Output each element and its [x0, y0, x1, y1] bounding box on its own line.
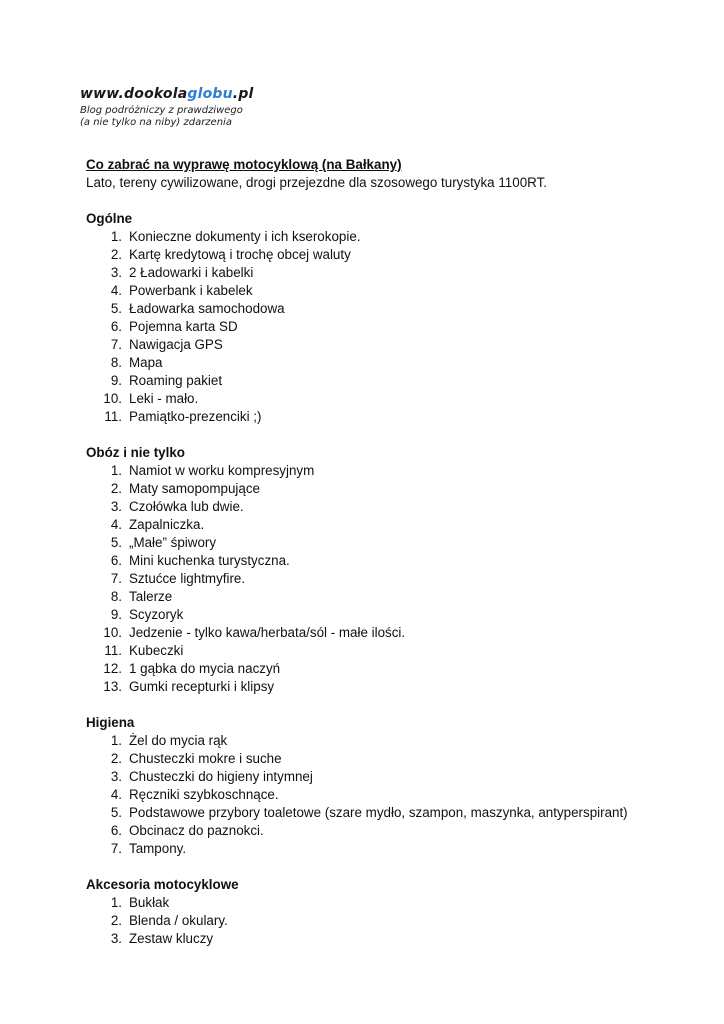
section	[86, 876, 686, 948]
document-body	[86, 156, 686, 966]
list-item	[86, 912, 686, 930]
list-item-text: 2 Ładowarki i kabelki	[129, 265, 254, 280]
list-item-text: Czołówka lub dwie.	[129, 499, 244, 514]
list-item	[86, 516, 686, 534]
list-item-text: Pamiątko-prezenciki ;)	[129, 409, 262, 424]
list-item-number: 1.	[110, 229, 122, 244]
list-item	[86, 480, 686, 498]
checklist	[86, 228, 686, 426]
list-item-number: 1.	[110, 463, 122, 478]
list-item	[86, 336, 686, 354]
list-item-text: Namiot w worku kompresyjnym	[129, 463, 315, 478]
logo-site-suffix: .pl	[232, 86, 254, 102]
list-item-number: 1.	[110, 895, 122, 910]
list-item	[86, 768, 686, 786]
checklist	[86, 462, 686, 696]
section-heading: Akcesoria motocyklowe	[86, 877, 239, 892]
list-item-text: Chusteczki do higieny intymnej	[129, 769, 313, 784]
list-item-text: Kubeczki	[129, 643, 184, 658]
list-item	[86, 462, 686, 480]
document-title: Co zabrać na wyprawę motocyklową (na Bałkany)	[86, 157, 402, 172]
list-item	[86, 282, 686, 300]
list-item-number: 10.	[103, 625, 122, 640]
list-item	[86, 894, 686, 912]
list-item-text: Tampony.	[129, 841, 187, 856]
list-item-text: Talerze	[129, 589, 173, 604]
list-item	[86, 786, 686, 804]
list-item	[86, 606, 686, 624]
list-item	[86, 390, 686, 408]
list-item-text: Gumki recepturki i klipsy	[129, 679, 275, 694]
logo-tagline-1: Blog podróżniczy z prawdziwego	[80, 105, 243, 116]
list-item	[86, 822, 686, 840]
list-item-number: 6.	[110, 553, 122, 568]
list-item-number: 7.	[110, 841, 122, 856]
list-item-text: Blenda / okulary.	[129, 913, 228, 928]
list-item-number: 3.	[110, 265, 122, 280]
sections-container	[86, 210, 686, 948]
list-item-text: „Małe” śpiwory	[129, 535, 217, 550]
blog-logo	[80, 86, 254, 129]
list-item-number: 6.	[110, 319, 122, 334]
checklist	[86, 732, 686, 858]
list-item-text: Mapa	[129, 355, 163, 370]
list-item-number: 2.	[110, 247, 122, 262]
section	[86, 444, 686, 696]
list-item	[86, 498, 686, 516]
list-item-number: 4.	[110, 283, 122, 298]
list-item-text: Sztućce lightmyfire.	[129, 571, 246, 586]
list-item-text: Nawigacja GPS	[129, 337, 223, 352]
list-item	[86, 588, 686, 606]
list-item-number: 3.	[110, 499, 122, 514]
list-item-number: 5.	[110, 805, 122, 820]
list-item-text: Konieczne dokumenty i ich kserokopie.	[129, 229, 361, 244]
list-item-text: Obcinacz do paznokci.	[129, 823, 264, 838]
list-item	[86, 930, 686, 948]
list-item-text: Zestaw kluczy	[129, 931, 214, 946]
list-item	[86, 840, 686, 858]
section-heading: Higiena	[86, 715, 135, 730]
list-item-number: 10.	[103, 391, 122, 406]
list-item-number: 3.	[110, 931, 122, 946]
list-item-number: 7.	[110, 337, 122, 352]
list-item-number: 8.	[110, 355, 122, 370]
list-item-text: Zapalniczka.	[129, 517, 205, 532]
list-item-number: 4.	[110, 517, 122, 532]
list-item-text: Chusteczki mokre i suche	[129, 751, 282, 766]
list-item	[86, 642, 686, 660]
section-heading: Ogólne	[86, 211, 133, 226]
list-item-number: 2.	[110, 913, 122, 928]
list-item	[86, 678, 686, 696]
logo-site-prefix: www.dookola	[80, 86, 188, 102]
list-item	[86, 264, 686, 282]
list-item	[86, 570, 686, 588]
document-intro: Lato, tereny cywilizowane, drogi przejezdne dla szosowego turystyka 1100RT.	[86, 175, 547, 190]
list-item-number: 9.	[110, 607, 122, 622]
list-item-number: 5.	[110, 535, 122, 550]
section	[86, 210, 686, 426]
list-item	[86, 660, 686, 678]
list-item-text: Kartę kredytową i trochę obcej waluty	[129, 247, 351, 262]
list-item-number: 6.	[110, 823, 122, 838]
logo-site-name	[80, 86, 254, 102]
list-item-number: 4.	[110, 787, 122, 802]
list-item-text: Powerbank i kabelek	[129, 283, 253, 298]
list-item	[86, 354, 686, 372]
list-item-text: Leki - mało.	[129, 391, 199, 406]
list-item-number: 11.	[104, 643, 122, 658]
list-item-number: 2.	[110, 481, 122, 496]
list-item-text: Pojemna karta SD	[129, 319, 238, 334]
list-item	[86, 228, 686, 246]
list-item-number: 8.	[110, 589, 122, 604]
list-item-text: Podstawowe przybory toaletowe (szare mydło, szampon, maszynka, antyperspirant)	[129, 805, 628, 820]
list-item	[86, 552, 686, 570]
section	[86, 714, 686, 858]
list-item-number: 12.	[103, 661, 122, 676]
logo-tagline-2: (a nie tylko na niby) zdarzenia	[80, 117, 232, 128]
list-item-text: Roaming pakiet	[129, 373, 223, 388]
list-item	[86, 372, 686, 390]
list-item	[86, 300, 686, 318]
list-item-number: 3.	[110, 769, 122, 784]
list-item-number: 1.	[110, 733, 122, 748]
list-item-text: Żel do mycia rąk	[129, 733, 228, 748]
list-item-number: 9.	[110, 373, 122, 388]
list-item	[86, 318, 686, 336]
section-heading: Obóz i nie tylko	[86, 445, 185, 460]
list-item-text: Ładowarka samochodowa	[129, 301, 285, 316]
list-item-number: 7.	[110, 571, 122, 586]
list-item-number: 2.	[110, 751, 122, 766]
list-item	[86, 246, 686, 264]
logo-site-accent: globu	[187, 86, 233, 102]
list-item	[86, 732, 686, 750]
list-item	[86, 750, 686, 768]
list-item-text: Maty samopompujące	[129, 481, 260, 496]
list-item-text: Ręczniki szybkoschnące.	[129, 787, 279, 802]
list-item	[86, 534, 686, 552]
list-item-number: 13.	[103, 679, 122, 694]
list-item	[86, 804, 686, 822]
list-item-text: Scyzoryk	[129, 607, 184, 622]
list-item-text: Mini kuchenka turystyczna.	[129, 553, 290, 568]
list-item-number: 5.	[110, 301, 122, 316]
list-item-text: 1 gąbka do mycia naczyń	[129, 661, 281, 676]
list-item-text: Bukłak	[129, 895, 170, 910]
list-item-text: Jedzenie - tylko kawa/herbata/sól - małe ilości.	[129, 625, 406, 640]
checklist	[86, 894, 686, 948]
list-item-number: 11.	[104, 409, 122, 424]
list-item	[86, 624, 686, 642]
list-item	[86, 408, 686, 426]
